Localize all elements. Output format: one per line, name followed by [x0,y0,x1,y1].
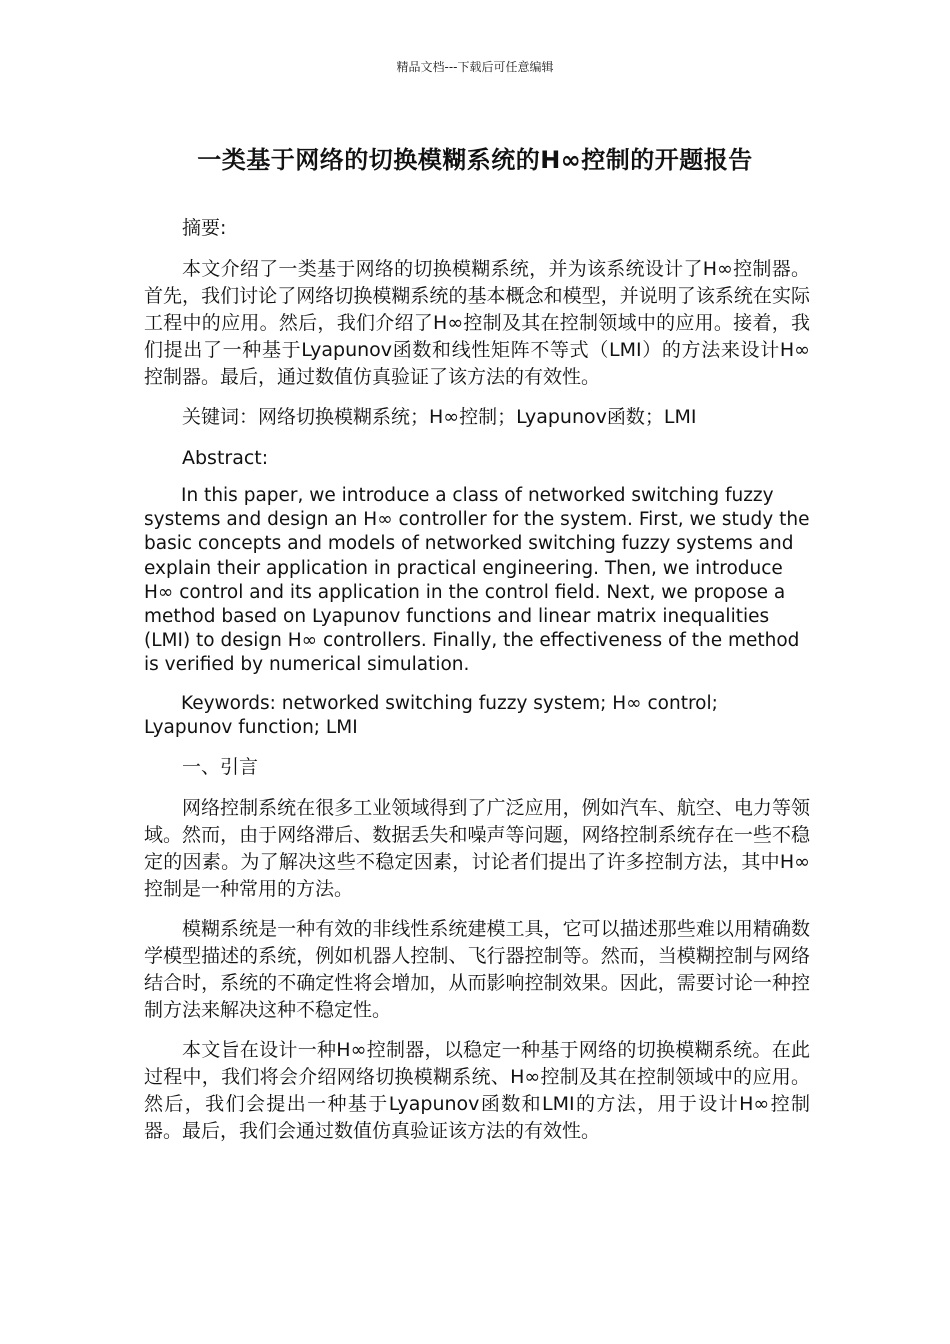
introduction-paragraph-2: 模糊系统是一种有效的非线性系统建模工具，它可以描述那些难以用精确数学模型描述的系统，例如机器人控制、飞行器控制等。然而，当模糊控制与网络结合时，系统的不确定性将会增加，从而影响控制效果。因此，需要讨论一种控制方法来解决这种不稳定性。 [144,918,810,1022]
document-title: 一类基于网络的切换模糊系统的H∞控制的开题报告 [197,146,753,174]
page-header: 精品文档---下载后可任意编辑 [396,60,554,74]
introduction-paragraph-1: 网络控制系统在很多工业领域得到了广泛应用，例如汽车、航空、电力等领域。然而，由于网络滞后、数据丢失和噪声等问题，网络控制系统存在一些不稳定的因素。为了解决这些不稳定因素，讨论者们提出了许多控制方法，其中H∞控制是一种常用的方法。 [144,797,810,901]
abstract-cn-body: 本文介绍了一类基于网络的切换模糊系统，并为该系统设计了H∞控制器。首先，我们讨论了网络切换模糊系统的基本概念和模型，并说明了该系统在实际工程中的应用。然后，我们介绍了H∞控制及其在控制领域中的应用。接着，我们提出了一种基于Lyapunov函数和线性矩阵不等式（LMI）的方法来设计H∞控制器。最后，通过数值仿真验证了该方法的有效性。 [144,258,810,388]
abstract-en-label: Abstract: [182,447,269,469]
keywords-en: Keywords: networked switching fuzzy system; H∞ control; Lyapunov function; LMI [144,692,718,738]
introduction-paragraph-3: 本文旨在设计一种H∞控制器，以稳定一种基于网络的切换模糊系统。在此过程中，我们将会介绍网络切换模糊系统、H∞控制及其在控制领域中的应用。然后，我们会提出一种基于Lyapunov函数和LMI的方法，用于设计H∞控制器。最后，我们会通过数值仿真验证该方法的有效性。 [144,1039,810,1143]
introduction-heading: 一、引言 [182,756,259,779]
keywords-cn: 关键词：网络切换模糊系统；H∞控制；Lyapunov函数；LMI [182,406,697,428]
document-body [144,215,810,1158]
abstract-en-body: In this paper, we introduce a class of networked switching fuzzy systems and design an H∞ controller for the system. First, we study the basic concepts and models of networked switching fuzzy systems and explain their application in practical engineering. Then, we introduce H∞ control and its application in the control field. Next, we propose a method based on Lyapunov functions and linear matrix inequalities (LMI) to design H∞ controllers. Finally, the effectiveness of the method is verified by numerical simulation. [144,485,810,676]
abstract-cn-label: 摘要: [182,217,227,239]
